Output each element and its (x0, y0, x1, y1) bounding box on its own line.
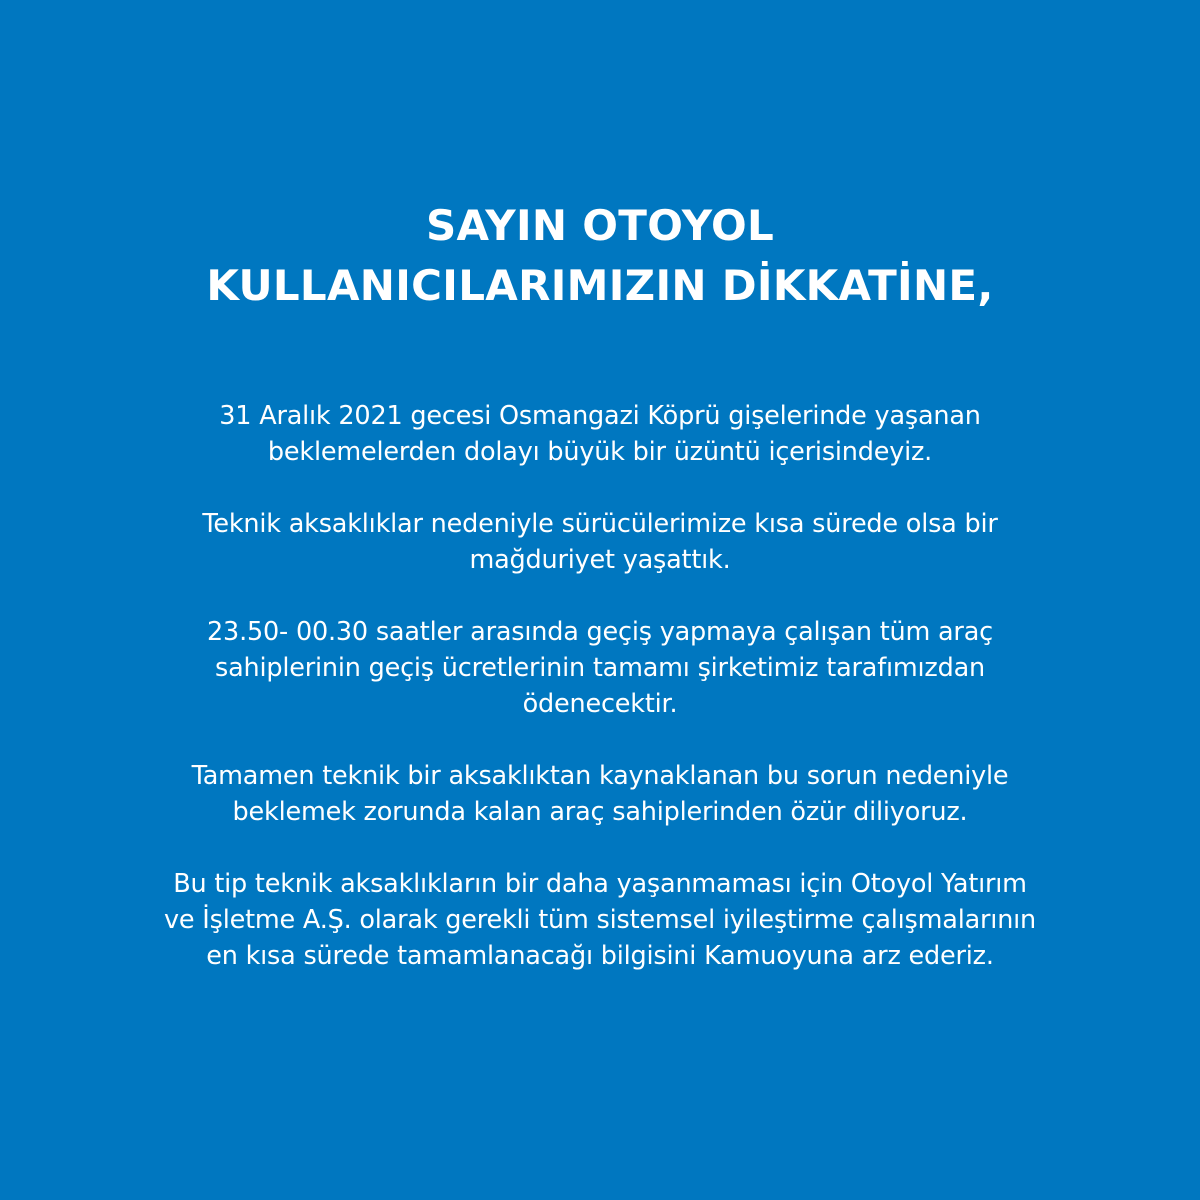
paragraph-toll-refund (0, 614, 1200, 722)
paragraph-line: en kısa sürede tamamlanacağı bilgisini Kamuoyuna arz ederiz. (206, 941, 994, 971)
paragraph-line: beklemek zorunda kalan araç sahiplerinden özür diliyoruz. (232, 797, 968, 827)
paragraph-improvements (0, 866, 1200, 974)
paragraph-line: sahiplerinin geçiş ücretlerinin tamamı şirketimiz tarafımızdan (215, 653, 985, 683)
paragraph-line: 23.50- 00.30 saatler arasında geçiş yapmaya çalışan tüm araç (207, 617, 993, 647)
paragraph-apology (0, 758, 1200, 830)
paragraph-line: ödenecektir. (522, 689, 678, 719)
title-line: KULLANICILARIMIZIN DİKKATİNE, (206, 261, 994, 310)
paragraph-line: 31 Aralık 2021 gecesi Osmangazi Köprü gişelerinde yaşanan (219, 401, 981, 431)
paragraph-line: Tamamen teknik bir aksaklıktan kaynaklanan bu sorun nedeniyle (191, 761, 1009, 791)
paragraph-technical-issue (0, 506, 1200, 578)
paragraph-line: mağduriyet yaşattık. (469, 545, 731, 575)
paragraph-line: beklemelerden dolayı büyük bir üzüntü içerisindeyiz. (267, 437, 933, 467)
paragraph-apology-intro (0, 398, 1200, 470)
announcement-body (0, 398, 1200, 1010)
paragraph-line: Teknik aksaklıklar nedeniyle sürücülerimize kısa sürede olsa bir (202, 509, 998, 539)
paragraph-line: Bu tip teknik aksaklıkların bir daha yaşanmaması için Otoyol Yatırım (173, 869, 1027, 899)
paragraph-line: ve İşletme A.Ş. olarak gerekli tüm sistemsel iyileştirme çalışmalarının (164, 905, 1036, 935)
title-line: SAYIN OTOYOL (425, 201, 775, 250)
announcement-title (0, 196, 1200, 316)
